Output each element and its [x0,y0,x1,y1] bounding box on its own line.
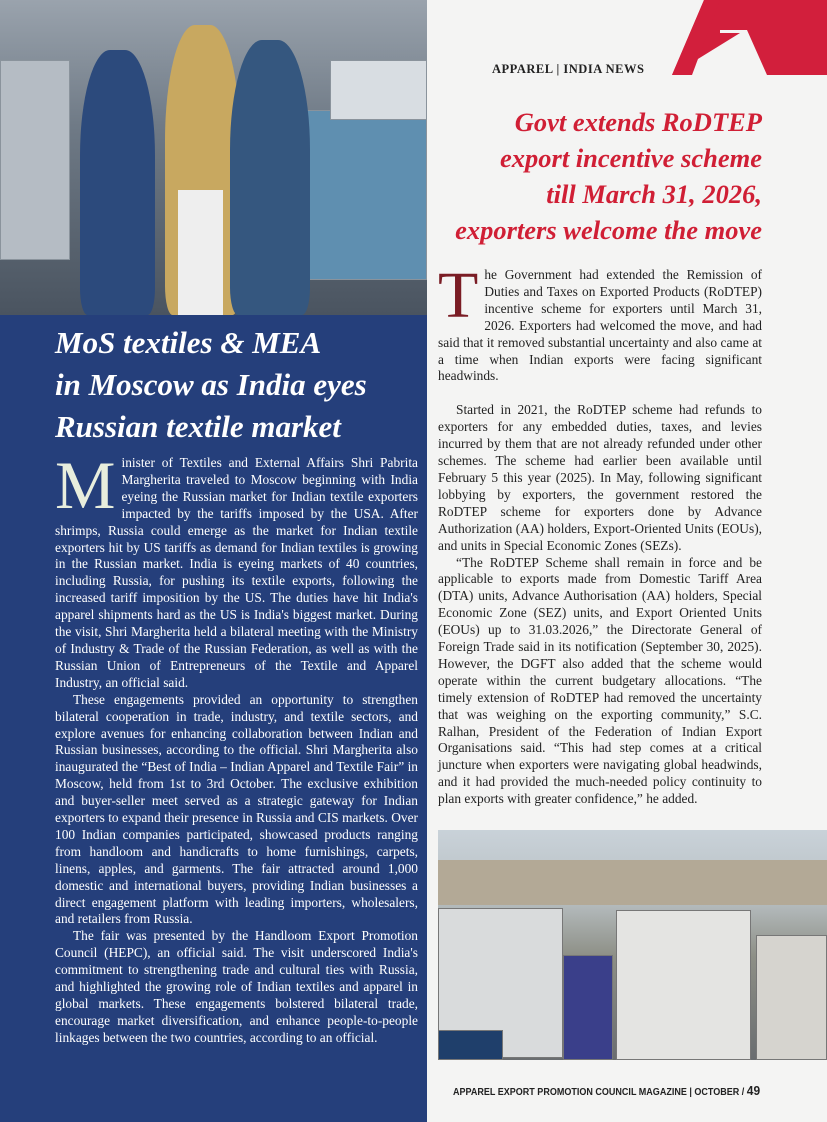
paragraph: he Government had extended the Remission of Duties and Taxes on Exported Products (RoDTEP) incentive scheme for exporters until March 31, 2026. Exporters had welcomed the move, and had said that it removed substantial uncertainty and also came at a time when Indian exports were facing significant headwinds. [438,267,762,384]
left-article-title [55,322,425,448]
title-line: Russian textile market [55,409,341,444]
photo-shipping-containers [438,830,827,1060]
magazine-logo [672,0,827,75]
title-line: Govt extends RoDTEP [514,107,762,137]
right-article-body [438,259,762,808]
page-number: 49 [746,1083,761,1098]
title-line: export incentive scheme [500,143,762,173]
right-article-title [430,104,762,248]
paragraph: “The RoDTEP Scheme shall remain in force and be applicable to exports made from Domestic Tariff Area (DTA) units, Advance Authorisation (AA) holders, Special Economic Zone (SEZ) units, and Export Oriented Units (EOUs) up to 31.03.2026,” the Directorate General of Foreign Trade said in its notification (September 30, 2025). However, the DGFT also added that the scheme would operate within the current budgetary allocations. “The timely extension of RoDTEP had removed the uncertainty that was weighing on the exporting community,” S.C. Ralhan, President of the Federation of Indian Export Organisations said. “This had step comes at a critical juncture when exporters were navigating global headwinds, and it had provided the much-needed policy continuity to plan exports with greater confidence,” he added. [438,554,762,807]
drop-cap: T [438,259,479,332]
page-footer [453,1083,760,1098]
title-line: MoS textiles & MEA [55,325,322,360]
title-line: exporters welcome the move [455,215,762,245]
paragraph: These engagements provided an opportunity to strengthen bilateral cooperation in trade, industry, and textile sectors, and explore avenues for enhancing collaboration between Indian and Russian businesses, according to the official. Shri Margherita also inaugurated the “Best of India – Indian Apparel and Textile Fair” in Moscow, held from 1st to 3rd October. The exclusive exhibition and buyer-seller meet served as a strategic gateway for Indian exporters to expand their presence in Russia and CIS markets. Over 100 Indian companies participated, showcased products ranging from handloom and handicrafts to home furnishings, carpets, linens, apples, and garments. The fair attracted around 1,000 domestic and international buyers, providing Indian businesses a direct engagement platform with leading importers, wholesalers, and retailers from Russia. [55,691,418,927]
left-article-body [55,447,418,1047]
section-label: APPAREL | INDIA NEWS [492,62,645,76]
photo-textile-factory-visit [0,0,427,315]
title-line: in Moscow as India eyes [55,367,367,402]
title-line: till March 31, 2026, [546,179,762,209]
paragraph: Started in 2021, the RoDTEP scheme had refunds to exporters for any embedded duties, taxes, and levies incurred by them that are not already refunded under other schemes. The scheme had earlier been available until February 5 this year (2025). In May, following significant lobbying by exporters, the government restored the RoDTEP scheme for exporters done by Advance Authorization (AA) holders, Export-Oriented Units (EOUs), and units in Special Economic Zones (SEZs). [438,402,762,553]
drop-cap: M [55,447,116,523]
footer-text: APPAREL EXPORT PROMOTION COUNCIL MAGAZINE | OCTOBER / [453,1087,745,1098]
paragraph: The fair was presented by the Handloom Export Promotion Council (HEPC), an official said. The visit underscored India's commitment to strengthening trade and cultural ties with Russia, and highlighted the growing role of Indian textiles and apparel in global markets. These engagements bolstered bilateral trade, encourage market diversification, and enhance people-to-people linkages between the two countries, according to an official. [55,928,418,1045]
paragraph: inister of Textiles and External Affairs Shri Pabrita Margherita traveled to Moscow beginning with India eyeing the Russian market for Indian textile exporters impacted by the tariffs imposed by the USA. After shrimps, Russia could emerge as the market for Indian textile exporters hit by US tariffs as demand for Indian textiles is growing in the Russian market. India is eyeing markets of 40 countries, including Russia, for pushing its textile exports, following the increased tariff imposition by the US. The duties have hit India's apparel shipments hard as the US is India's biggest market. During the visit, Shri Margherita held a bilateral meeting with the Ministry of Industry & Trade of the Russian Federation, as well as with the Russian Union of Entrepreneurs of the Textile and Apparel Industry, an official said. [55,455,418,690]
